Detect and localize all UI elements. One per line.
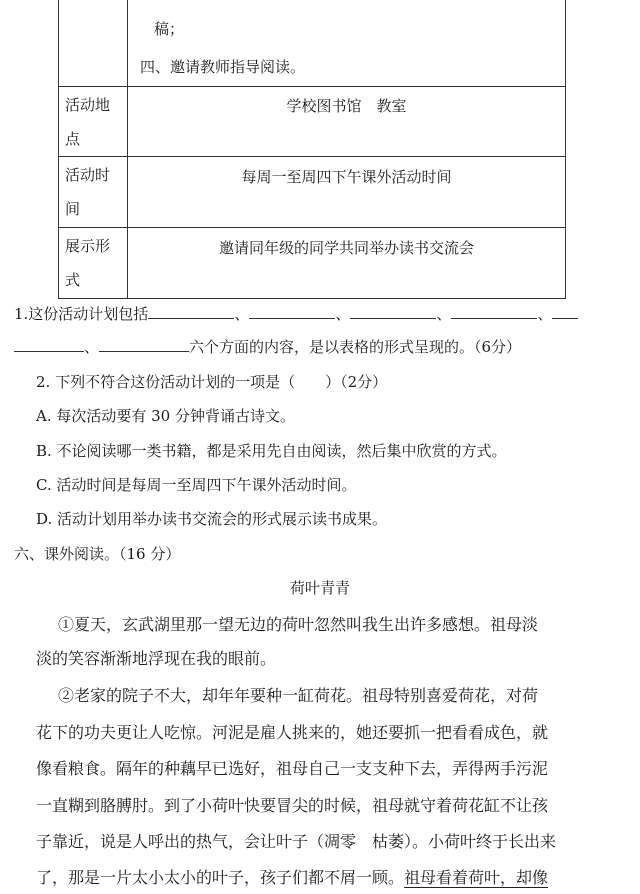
table-label-time: 活动时 间 — [59, 157, 128, 228]
table-value-location: 学校图书馆 教室 — [128, 87, 566, 157]
answer-blank-4[interactable] — [451, 302, 537, 319]
passage-line-5: 像看粮食。隔年的种藕早已选好，祖母自己一支支种下去，弄得两手污泥 — [36, 759, 549, 778]
table-content-line2: 四、邀请教师指导阅读。 — [140, 58, 306, 76]
passage-line-2: 淡的笑容渐渐地浮现在我的眼前。 — [36, 649, 277, 668]
answer-blank-6[interactable] — [99, 335, 189, 352]
question-2-stem: 2. 下列不符合这份活动计划的一项是（ ）（2分） — [36, 373, 388, 391]
table-content-cell — [128, 0, 566, 87]
passage-line-6: 一直糊到胳膊肘。到了小荷叶快要冒尖的时候，祖母就守着荷花缸不让孩 — [36, 796, 549, 815]
table-content-line1: 稿； — [154, 20, 185, 38]
question-2-option-b[interactable]: B. 不论阅读哪一类书籍，都是采用先自由阅读，然后集中欣赏的方式。 — [36, 442, 507, 460]
table-value-time: 每周一至周四下午课外活动时间 — [128, 157, 566, 228]
answer-blank-5b[interactable] — [14, 335, 84, 352]
passage-title: 荷叶青青 — [289, 579, 350, 597]
passage-line-1: ①夏天，玄武湖里那一望无边的荷叶忽然叫我生出许多感想。祖母淡 — [58, 615, 539, 634]
question-2-option-d[interactable]: D. 活动计划用举办读书交流会的形式展示读书成果。 — [36, 510, 388, 528]
table-label-location: 活动地 点 — [59, 87, 128, 157]
answer-blank-1[interactable] — [148, 302, 234, 319]
table-empty-label-cell — [59, 0, 128, 87]
question-1-line2: 、 六个方面的内容，是以表格的形式呈现的。（6分） — [14, 335, 521, 357]
activity-plan-table — [58, 0, 566, 299]
underlined-phrase: 祖母看着荷叶，却像 — [404, 868, 549, 887]
passage-line-7: 子靠近，说是人呼出的热气，会让叶子（凋零 枯萎）。小荷叶终于长出来 — [36, 832, 557, 851]
answer-blank-5a[interactable] — [552, 302, 578, 319]
question-2-option-c[interactable]: C. 活动时间是每周一至周四下午课外活动时间。 — [36, 476, 357, 494]
section-6-heading: 六、课外阅读。（16 分） — [14, 545, 181, 563]
question-1-line1: 1.这份活动计划包括 、 、 、 、 — [14, 302, 578, 324]
answer-blank-2[interactable] — [249, 302, 335, 319]
table-label-format: 展示形 式 — [59, 228, 128, 299]
passage-line-3: ②老家的院子不大，却年年要种一缸荷花。祖母特别喜爱荷花，对荷 — [58, 686, 539, 705]
table-value-format: 邀请同年级的同学共同举办读书交流会 — [128, 228, 566, 299]
question-2-option-a[interactable]: A. 每次活动要有 30 分钟背诵古诗文。 — [36, 407, 295, 425]
passage-line-4: 花下的功夫更让人吃惊。河泥是雇人挑来的，她还要抓一把看看成色，就 — [36, 723, 549, 742]
passage-line-8: 了，那是一片太小太小的叶子，孩子们都不屑一顾。祖母看着荷叶，却像 — [36, 868, 549, 887]
answer-blank-3[interactable] — [350, 302, 436, 319]
